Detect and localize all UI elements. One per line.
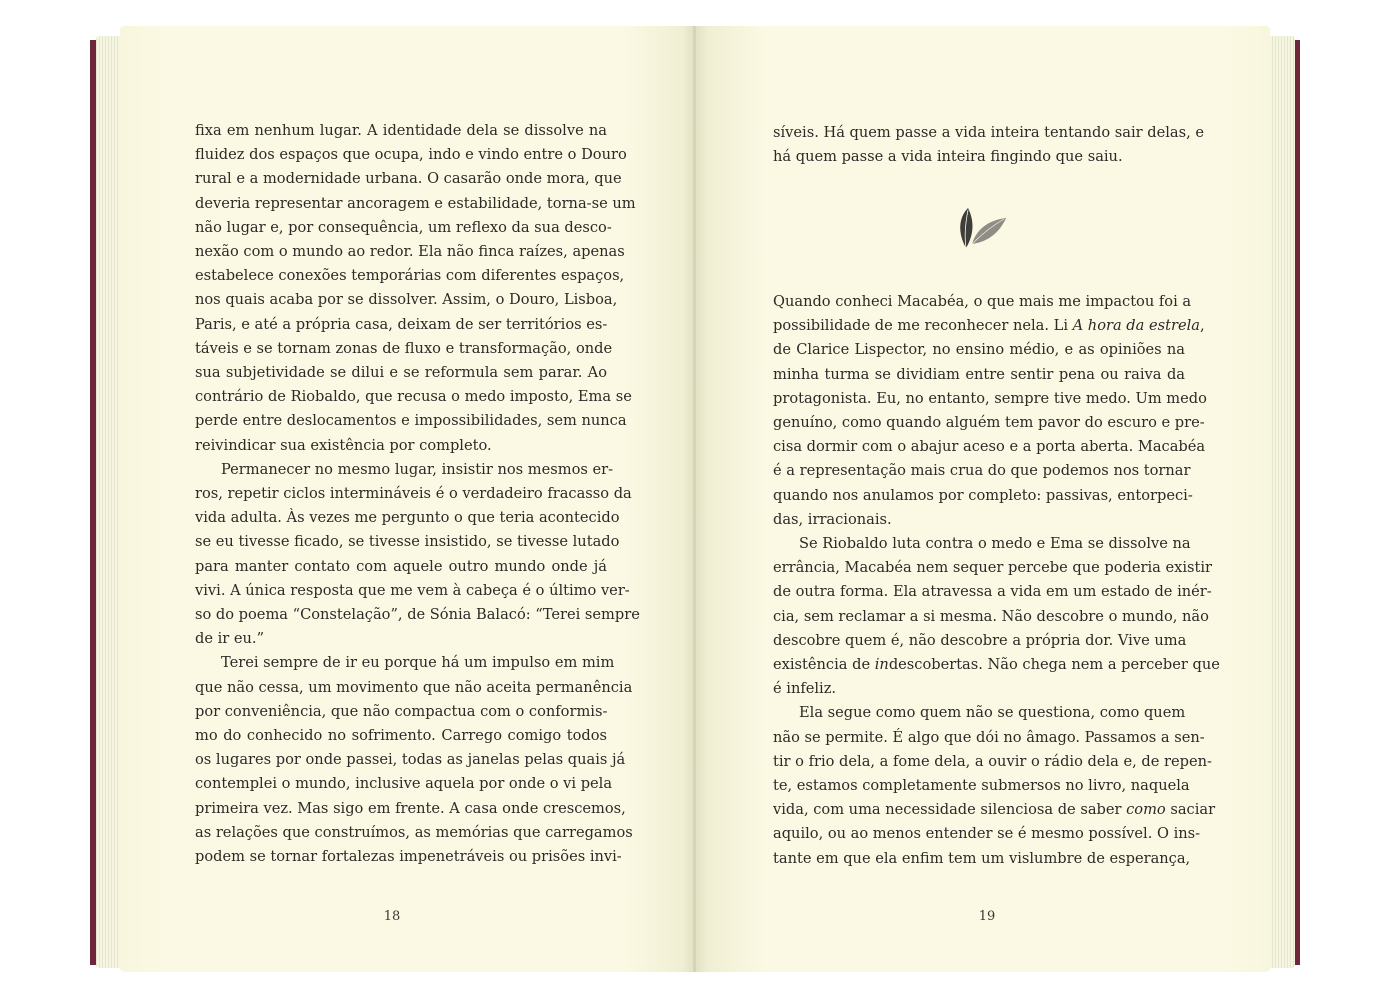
text-line: aquilo, ou ao menos entender se é mesmo possível. O ins-: [773, 825, 1201, 843]
text-line: rural e a modernidade urbana. O casarão onde mora, que: [195, 170, 622, 188]
text-segment: possibilidade de me reconhecer nela. Li: [773, 317, 1068, 335]
text-line: estabelece conexões temporárias com diferentes espaços,: [195, 267, 625, 285]
text-line: das, irracionais.: [773, 510, 892, 528]
text-line: contemplei o mundo, inclusive aquela por onde o vi pela: [195, 775, 613, 793]
text-line: contrário de Riobaldo, que recusa o medo imposto, Ema se: [195, 388, 632, 406]
right-page-top-text: [773, 121, 1205, 169]
text-line: [773, 653, 1220, 677]
text-line: vida adulta. Às vezes me pergunto o que teria acontecido: [195, 509, 620, 527]
text-line: de outra forma. Ela atravessa a vida em um estado de inér-: [773, 583, 1212, 601]
text-line: é a representação mais crua do que podemos nos tornar: [773, 462, 1191, 480]
right-page-body: [773, 290, 1220, 871]
text-line: [773, 798, 1216, 822]
text-line: minha turma se dividiam entre sentir pena ou raiva da: [773, 365, 1185, 383]
italic-word: como: [1126, 801, 1166, 819]
text-line: fluidez dos espaços que ocupa, indo e vindo entre o Douro: [195, 146, 627, 164]
page-number-left: 18: [383, 909, 401, 924]
text-line: deveria representar ancoragem e estabilidade, torna-se um: [195, 194, 636, 212]
text-line: errância, Macabéa nem sequer percebe que poderia existir: [773, 559, 1212, 577]
text-line: podem se tornar fortalezas impenetráveis ou prisões invi-: [195, 848, 622, 866]
text-line: não se permite. É algo que dói no âmago. Passamos a sen-: [773, 728, 1205, 746]
text-line: Quando conheci Macabéa, o que mais me impactou foi a: [773, 293, 1192, 310]
text-line: Se Riobaldo luta contra o medo e Ema se dissolve na: [799, 535, 1191, 553]
left-page: [120, 26, 694, 972]
text-line: reivindicar sua existência por completo.: [195, 436, 492, 454]
text-line: quando nos anulamos por completo: passivas, entorpeci-: [773, 486, 1193, 504]
book-title-italic: A hora da estrela: [1072, 317, 1200, 335]
text-line: mo do conhecido no sofrimento. Carrego comigo todos: [195, 727, 607, 745]
text-line: so do poema “Constelação”, de Sónia Balacó: “Terei sempre: [195, 606, 640, 624]
page-stack-left: [96, 36, 122, 968]
text-line: as relações que construímos, as memórias que carregamos: [195, 823, 633, 841]
text-line: protagonista. Eu, no entanto, sempre tive medo. Um medo: [773, 389, 1207, 407]
text-line: te, estamos completamente submersos no livro, naquela: [773, 777, 1190, 795]
text-segment: existência de: [773, 656, 871, 674]
text-line: perde entre deslocamentos e impossibilidades, sem nunca: [195, 412, 627, 430]
text-line: é infeliz.: [773, 680, 837, 698]
text-line: nexão com o mundo ao redor. Ela não finca raízes, apenas: [195, 243, 625, 261]
text-line: cia, sem reclamar a si mesma. Não descobre o mundo, não: [773, 607, 1209, 625]
text-segment: vida, com uma necessidade silenciosa de saber: [773, 801, 1122, 819]
right-page: [696, 26, 1270, 972]
text-line: tante em que ela enfim tem um vislumbre de esperança,: [773, 849, 1191, 867]
left-page-body: [195, 119, 640, 869]
text-line: por conveniência, que não compactua com o conformis-: [195, 702, 608, 720]
italic-prefix: in: [874, 656, 889, 674]
text-line: os lugares por onde passei, todas as janelas pelas quais já: [195, 751, 626, 769]
text-line: Permanecer no mesmo lugar, insistir nos mesmos er-: [221, 460, 614, 478]
text-line: que não cessa, um movimento que não aceita permanência: [195, 678, 633, 696]
text-line: de ir eu.”: [195, 630, 265, 648]
text-line: Ela segue como quem não se questiona, como quem: [799, 704, 1186, 722]
text-line: de Clarice Lispector, no ensino médio, e as opiniões na: [773, 341, 1185, 359]
text-line: táveis e se tornam zonas de fluxo e transformação, onde: [195, 339, 613, 357]
text-line: fixa em nenhum lugar. A identidade dela se dissolve na: [195, 122, 607, 139]
text-line: se eu tivesse ficado, se tivesse insistido, se tivesse lutado: [195, 533, 620, 551]
page-number-right: 19: [978, 909, 996, 924]
text-segment: ,: [1199, 317, 1205, 335]
text-line: [773, 314, 1205, 338]
text-line: vivi. A única resposta que me vem à cabeça é o último ver-: [195, 581, 630, 599]
text-line: sua subjetividade se dilui e se reformula sem parar. Ao: [195, 364, 607, 382]
text-line: descobre quem é, não descobre a própria dor. Vive uma: [773, 631, 1187, 649]
text-line: não lugar e, por consequência, um reflexo da sua desco-: [195, 218, 612, 236]
text-line: Paris, e até a própria casa, deixam de ser territórios es-: [195, 315, 608, 333]
text-line: nos quais acaba por se dissolver. Assim, o Douro, Lisboa,: [195, 291, 618, 309]
text-line: tir o frio dela, a fome dela, a ouvir o rádio dela e, de repen-: [773, 752, 1212, 770]
text-line: para manter contato com aquele outro mundo onde já: [195, 557, 607, 575]
text-segment: descobertas. Não chega nem a perceber que: [888, 656, 1220, 674]
text-line: primeira vez. Mas sigo em frente. A casa onde crescemos,: [195, 799, 626, 817]
text-line: genuíno, como quando alguém tem pavor do escuro e pre-: [773, 414, 1205, 432]
text-segment: saciar: [1170, 801, 1216, 819]
text-line: Terei sempre de ir eu porque há um impulso em mim: [221, 654, 615, 672]
leaf-ornament-icon: [954, 204, 1014, 254]
text-line: há quem passe a vida inteira fingindo que saiu.: [773, 148, 1123, 166]
text-line: cisa dormir com o abajur aceso e a porta aberta. Macabéa: [773, 438, 1206, 456]
page-stack-right: [1269, 36, 1295, 968]
text-line: ros, repetir ciclos intermináveis é o verdadeiro fracasso da: [195, 485, 632, 503]
text-line: síveis. Há quem passe a vida inteira tentando sair delas, e: [773, 124, 1205, 141]
